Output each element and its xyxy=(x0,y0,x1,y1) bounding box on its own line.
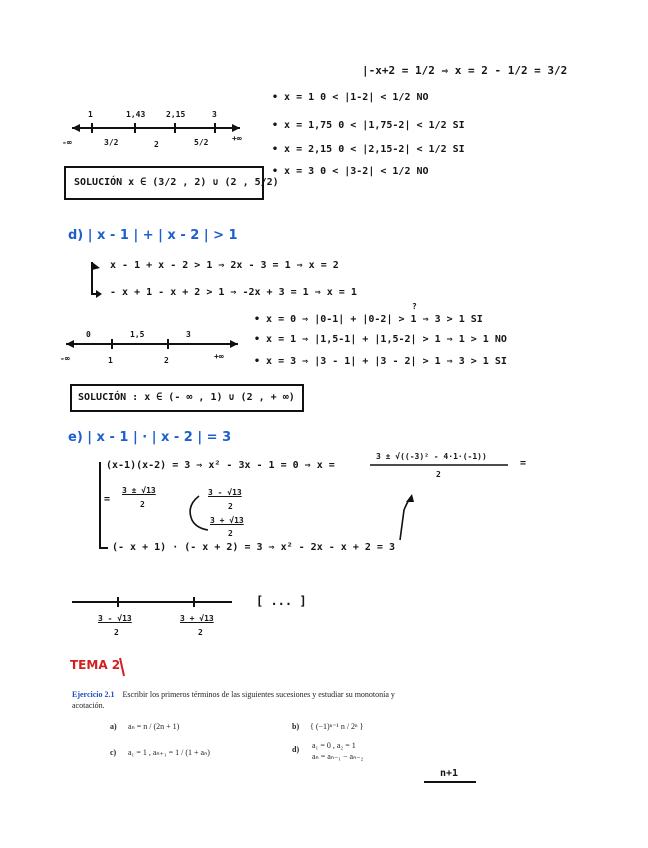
solution-text: SOLUCIÓN : x ∈ (- ∞ , 1) ∪ (2 , + ∞) xyxy=(78,392,295,403)
root-expression-num: 3 ± √13 xyxy=(122,486,156,495)
root2-den: 2 xyxy=(228,529,233,538)
tick-label: 1,5 xyxy=(130,330,145,339)
solution-box xyxy=(64,166,279,200)
check-line: • x = 3 ⇒ |3 - 1| + |3 - 2| > 1 ⇒ 3 > 1 SI xyxy=(254,356,507,367)
tema-heading: TEMA 2 xyxy=(70,658,121,672)
branch-negative: - x + 1 - x + 2 > 1 ⇒ -2x + 3 = 1 ⇒ x = 1 xyxy=(110,287,357,298)
equals-sign: = xyxy=(520,458,527,469)
positive-case-line: (x-1)(x-2) = 3 ⇒ x² - 3x - 1 = 0 ⇒ x = xyxy=(106,460,335,471)
exercise-title: Ejercicio 2.1 xyxy=(72,690,115,699)
tick-label: 5/2 xyxy=(194,138,209,147)
check-line: • x = 0 ⇒ |0-1| + |0-2| > 1 ⇒ 3 > 1 SI xyxy=(254,314,483,325)
check-line: • x = 2,15 0 < |2,15-2| < 1/2 SI xyxy=(272,144,465,155)
item-d-label: d) xyxy=(292,745,300,754)
item-d-expr2: aₙ = aₙ₋₁ − aₙ₋₂ xyxy=(312,752,364,761)
equals-sign: = xyxy=(104,494,111,505)
item-a-label: a) xyxy=(110,722,117,731)
branch-positive: x - 1 + x - 2 > 1 ⇒ 2x - 3 = 1 ⇒ x = 2 xyxy=(110,260,339,271)
item-c-expr: a₁ = 1 , aₙ₊₁ = 1 / (1 + aₙ) xyxy=(128,748,210,757)
question-mark: ? xyxy=(412,302,417,311)
tick-label: 1 xyxy=(108,356,113,365)
tick-label: 2 xyxy=(164,356,169,365)
tick-label: 3 xyxy=(186,330,191,339)
exercise-text-2: acotación. xyxy=(72,701,105,710)
quadratic-denominator: 2 xyxy=(436,470,441,479)
tick-label: 2 xyxy=(154,140,159,149)
solution-text: SOLUCIÓN x ∈ (3/2 , 2) ∪ (2 , 5/2) xyxy=(74,177,279,188)
axis-label2-num: 3 + √13 xyxy=(180,614,214,623)
axis-label1-num: 3 - √13 xyxy=(98,614,132,623)
check-line: • x = 1,75 0 < |1,75-2| < 1/2 SI xyxy=(272,120,465,131)
tick-label: 1,43 xyxy=(126,110,146,119)
tick-label: 0 xyxy=(86,330,91,339)
item-b-expr: { (−1)ⁿ⁻¹ n / 2ⁿ } xyxy=(310,722,364,731)
exercise-text: Escribir los primeros términos de las siguientes sucesiones y estudiar su monotonía y xyxy=(122,690,395,699)
item-b-label: b) xyxy=(292,722,300,731)
tick-label: 3/2 xyxy=(104,138,119,147)
axis-label2-den: 2 xyxy=(198,628,203,637)
solution-box xyxy=(70,384,304,412)
check-line: • x = 1 ⇒ |1,5-1| + |1,5-2| > 1 ⇒ 1 > 1 NO xyxy=(254,334,507,345)
part-d-label: d) | x - 1 | + | x - 2 | > 1 xyxy=(68,228,238,243)
item-a-expr: aₙ = n / (2n + 1) xyxy=(128,722,180,731)
check-line: • x = 1 0 < |1-2| < 1/2 NO xyxy=(272,92,429,103)
part-c-header: |-x+2 = 1/2 ⇒ x = 2 - 1/2 = 3/2 xyxy=(362,64,568,77)
tick-label: 2,15 xyxy=(166,110,186,119)
tick-label: +∞ xyxy=(232,134,242,143)
axis-label1-den: 2 xyxy=(114,628,119,637)
root1-den: 2 xyxy=(228,502,233,511)
tick-label: 1 xyxy=(88,110,93,119)
footer-note: n+1 xyxy=(440,768,459,779)
tick-label: -∞ xyxy=(62,138,72,147)
root-expression-den: 2 xyxy=(140,500,145,509)
item-d-expr1: a₁ = 0 , a₂ = 1 xyxy=(312,741,356,750)
root1-num: 3 - √13 xyxy=(208,488,242,497)
exercise-intro xyxy=(72,690,395,699)
quadratic-numerator: 3 ± √((-3)² - 4·1·(-1)) xyxy=(376,452,487,461)
part-e-label: e) | x - 1 | · | x - 2 | = 3 xyxy=(68,430,232,445)
negative-case-line: (- x + 1) · (- x + 2) = 3 ⇒ x² - 2x - x + 2 = 3 xyxy=(112,542,395,553)
tick-label: +∞ xyxy=(214,352,224,361)
tick-label: 3 xyxy=(212,110,217,119)
root2-num: 3 + √13 xyxy=(210,516,244,525)
tick-label: -∞ xyxy=(60,354,70,363)
item-c-label: c) xyxy=(110,748,117,757)
check-line: • x = 3 0 < |3-2| < 1/2 NO xyxy=(272,166,429,177)
ellipsis-note: [ ... ] xyxy=(256,594,307,608)
